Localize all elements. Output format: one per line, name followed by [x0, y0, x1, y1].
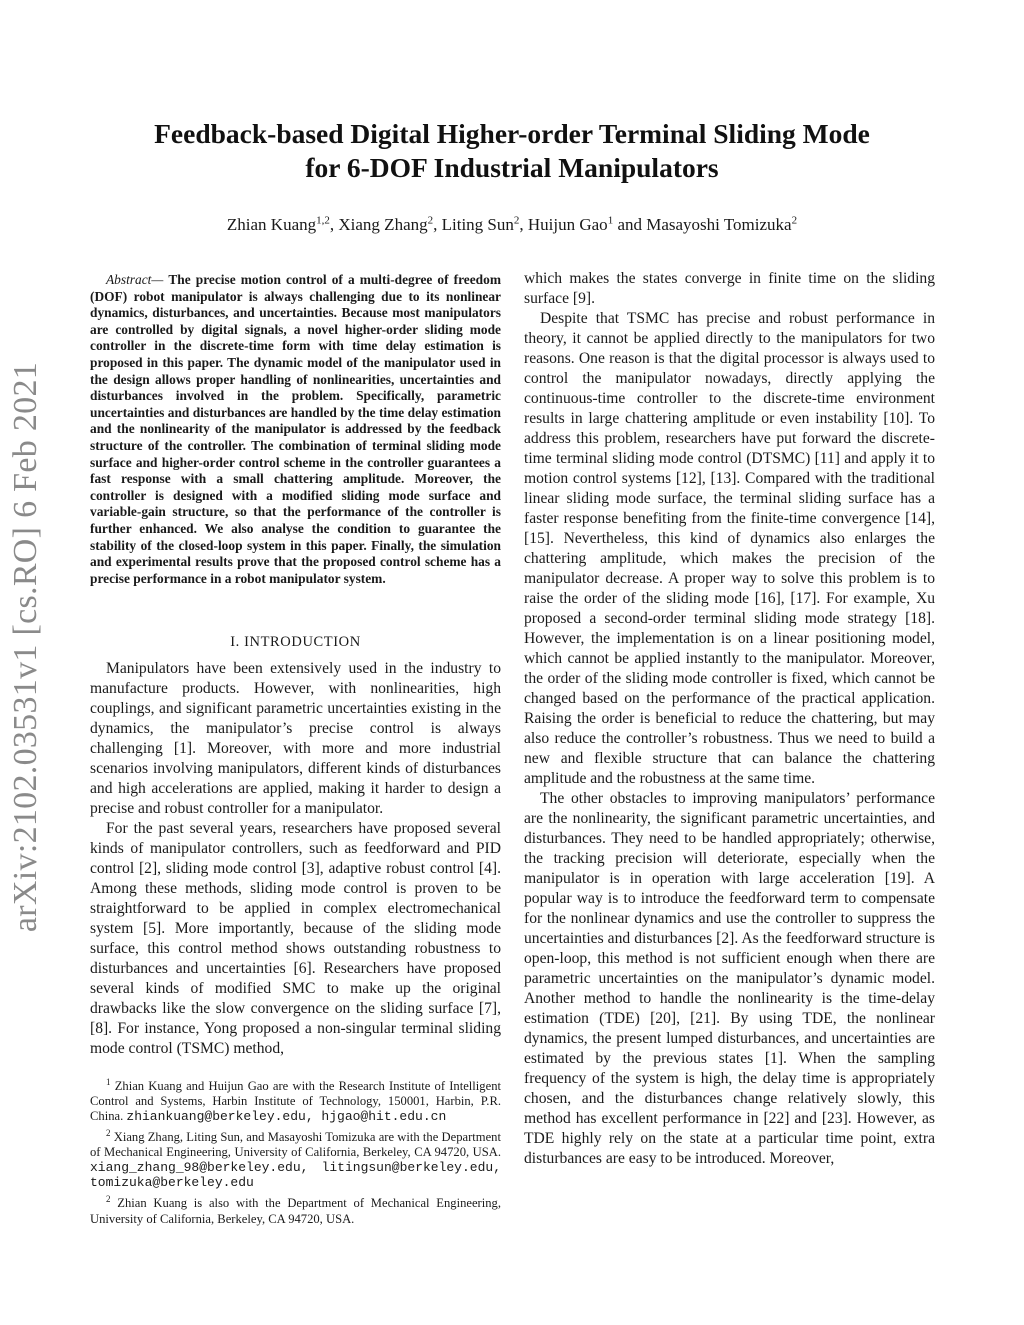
footnote: $^2$ Zhian Kuang is also with the Department of Mechanical Engineering, University of California, Berkeley, CA 94720, USA.: [90, 1194, 501, 1226]
arxiv-identifier: arXiv:2102.03531v1 [cs.RO] 6 Feb 2021: [7, 361, 45, 933]
paragraph: For the past several years, researchers have proposed several kinds of manipulator controllers, such as feedforward and PID control [2], sliding mode control [3], adaptive robust control [4]. Among these methods, sliding mode control is proven to be straightforward to be applied in complex electromechanical system [5]. More importantly, because of the sliding mode surface, this control method shows outstanding robustness to disturbances and uncertainties [6]. Researchers have proposed several kinds of modified SMC to make up the original drawbacks like the slow convergence on the sliding surface [7], [8]. For instance, Yong proposed a non-singular terminal sliding mode control (TSMC) method,: [90, 820, 501, 1057]
paragraph: The other obstacles to improving manipulators’ performance are the nonlinearity, the significant parametric uncertainties, and disturbances. They need to be handled appropriately; otherwise, the tracking precision will deteriorate, especially when the manipulator is in operation with large acceleration [19]. A popular way is to introduce the feedforward term to compensate for the nonlinear dynamics and use the controller to suppress the uncertainties and disturbances [2]. As the feedforward structure is open-loop, this method is not sufficient enough when there are parametric uncertainties on the manipulator’s dynamic model. Another method to handle the nonlinearity is the time-delay estimation (TDE) [20], [21]. By using TDE, the nonlinear dynamics, the present lumped disturbances, and uncertainties are estimated by the previous states [1]. When the sampling frequency of the system is high, the delay time is appropriately chosen, and the disturbances change relatively slowly, this method has excellent performance in [22] and [23]. However, as TDE highly rely on the state at a particular time point, extra disturbances are easy to be introduced. Moreover,: [524, 790, 935, 1167]
footnote-emails: zhiankuang@berkeley.edu, hjgao@hit.edu.cn: [126, 1109, 447, 1125]
abstract-text: The precise motion control of a multi-degree of freedom (DOF) robot manipulator is always challenging due to its nonlinear dynamics, disturbances, and uncertainties. Because most manipulators are controlled by digital signals, a novel higher-order sliding mode controller in the discrete-time form with time delay estimation is proposed in this paper. The dynamic model of the manipulator used in the design allows proper handling of nonlinearities, uncertainties and disturbances involved in the problem. Specifically, parametric uncertainties and disturbances are handled by the time delay estimation and the nonlinearity of the manipulator is addressed by the feedback structure of the controller. The combination of terminal sliding mode surface and higher-order control scheme in the controller guarantees a fast response with a small chattering amplitude. Moreover, the controller is designed with a modified sliding mode surface and variable-gain structure, so that the performance of the controller is further enhanced. We also analyse the condition to guarantee the stability of the closed-loop system in this paper. Finally, the simulation and experimental results prove that the proposed control scheme has a precise performance in a robot manipulator system.: [90, 272, 501, 586]
paragraph: which makes the states converge in finite time on the sliding surface [9].: [524, 270, 935, 307]
abstract: Abstract— The precise motion control of a multi-degree of freedom (DOF) robot manipulator is always challenging due to its nonlinear dynamics, disturbances, and uncertainties. Because most manipulators are controlled by digital signals, a novel higher-order sliding mode controller in the discrete-time form with time delay estimation is proposed in this paper. The dynamic model of the manipulator used in the design allows proper handling of nonlinearities, uncertainties and disturbances involved in the problem. Specifically, parametric uncertainties and disturbances are handled by the time delay estimation and the nonlinearity of the manipulator is addressed by the feedback structure of the controller. The combination of terminal sliding mode surface and higher-order control scheme in the controller guarantees a fast response with a small chattering amplitude. Moreover, the controller is designed with a modified sliding mode surface and variable-gain structure, so that the performance of the controller is further enhanced. We also analyse the condition to guarantee the stability of the closed-loop system in this paper. Finally, the simulation and experimental results prove that the proposed control scheme has a precise performance in a robot manipulator system.: [90, 272, 501, 586]
paragraph: Manipulators have been extensively used in the industry to manufacture products. However, with nonlinearities, high couplings, and significant parametric uncertainties existing in the dynamics, the manipulator’s precise control is always challenging [1]. Moreover, with more and more industrial scenarios involving manipulators, different kinds of disturbances and high accelerations are applied, making it harder to design a precise and robust controller for a manipulator.: [90, 660, 501, 817]
author: Huijun Gao$^1$ and: [527, 214, 647, 234]
author: Xiang Zhang$^2$,: [338, 214, 442, 234]
author: Zhian Kuang$^{1,2}$,: [226, 214, 339, 234]
section-heading: I. INTRODUCTION: [230, 634, 361, 650]
paragraph: Despite that TSMC has precise and robust performance in theory, it cannot be applied directly to the manipulators for two reasons. One reason is that the digital processor is always used to control the manipulator nowadays, directly applying the continuous-time controller to the discrete-time environment results in large chattering amplitude or even instability [10]. To address this problem, researchers have put forward the discrete-time terminal sliding mode control (DTSMC) [11] and apply it to motion control systems [12], [13]. Compared with the traditional linear sliding mode surface, the terminal sliding surface has a faster response benefiting from the finite-time convergence [14], [15]. Nevertheless, this kind of dynamics also enlarges the chattering amplitude, which makes the precision of the manipulator decrease. A proper way to solve this problem is to raise the order of the sliding mode [16], [17]. For example, Xu proposed a second-order terminal sliding mode strategy [18]. However, the implementation is on a linear positioning model, which cannot be applied instantly to the manipulator. Moreover, the order of the sliding mode controller is fixed, which cannot be changed based on the performance of the practical application. Raising the order is beneficial to reduce the chattering, but may also reduce the controller’s robustness. Thus we need to build a new and flexible structure that can balance the chattering amplitude and the robustness at the same time.: [524, 310, 935, 787]
right-column: [524, 269, 935, 1169]
title-line-1: Feedback-based Digital Higher-order Terminal Sliding Mode: [154, 118, 870, 149]
author: Masayoshi Tomizuka$^2$: [646, 214, 798, 234]
title-line-2: for 6-DOF Industrial Manipulators: [305, 152, 719, 183]
abstract-label: Abstract: [106, 272, 152, 287]
paper-title: [60, 117, 964, 185]
footnote: $^2$ Xiang Zhang, Liting Sun, and Masayoshi Tomizuka are with the Department of Mechanical Engineering, University of California, Berkeley, CA 94720, USA. xiang_zhang_98@berkeley.edu, litingsun@berkeley.edu, tomizuka@berkeley.edu: [90, 1128, 501, 1191]
footnotes: [90, 1075, 501, 1229]
footnote: $^1$ Zhian Kuang and Huijun Gao are with the Research Institute of Intelligent Control and Systems, Harbin Institute of Technology, 150001, Harbin, P.R. China. zhiankuang@berkeley.edu, hjgao@hit.edu.cn: [90, 1077, 501, 1125]
introduction-left-column: [90, 659, 501, 1059]
author-list: [60, 208, 964, 237]
author: Liting Sun$^2$,: [441, 214, 528, 234]
footnote-emails: xiang_zhang_98@berkeley.edu, litingsun@berkeley.edu, tomizuka@berkeley.edu: [90, 1160, 501, 1191]
